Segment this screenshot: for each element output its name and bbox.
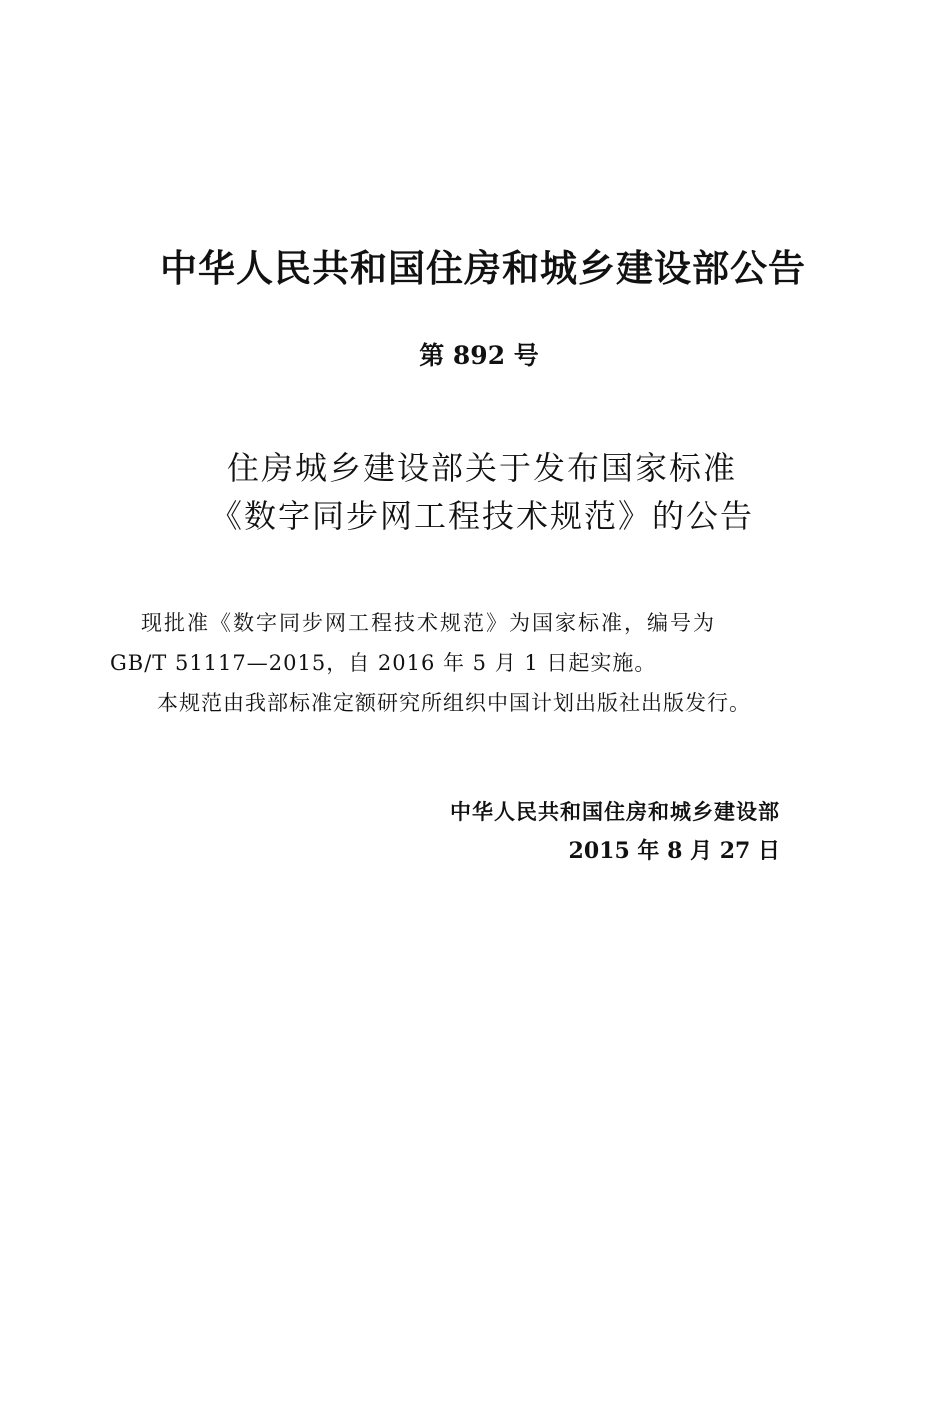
body-paragraph-1 [110,603,840,683]
issue-number: 第 892 号 [419,341,539,370]
body-paragraph-2-line-1: 本规范由我部标准定额研究所组织中国计划出版社出版发行。 [157,691,751,715]
signature-date: 2015 年 8 月 27 日 [568,838,780,864]
signature-organization: 中华人民共和国住房和城乡建设部 [450,800,780,824]
body-paragraph-2 [110,683,840,723]
body-paragraph-1-line-2: GB/T 51117—2015，自 2016 年 5 月 1 日起实施。 [110,651,657,675]
notice-title-line-2: 《数字同步网工程技术规范》的公告 [209,497,754,535]
notice-title [0,444,950,540]
body-paragraph-1-line-1: 现批准《数字同步网工程技术规范》为国家标准，编号为 [141,611,716,635]
main-title: 中华人民共和国住房和城乡建设部公告 [160,247,806,290]
notice-title-line-1: 住房城乡建设部关于发布国家标准 [226,449,737,487]
